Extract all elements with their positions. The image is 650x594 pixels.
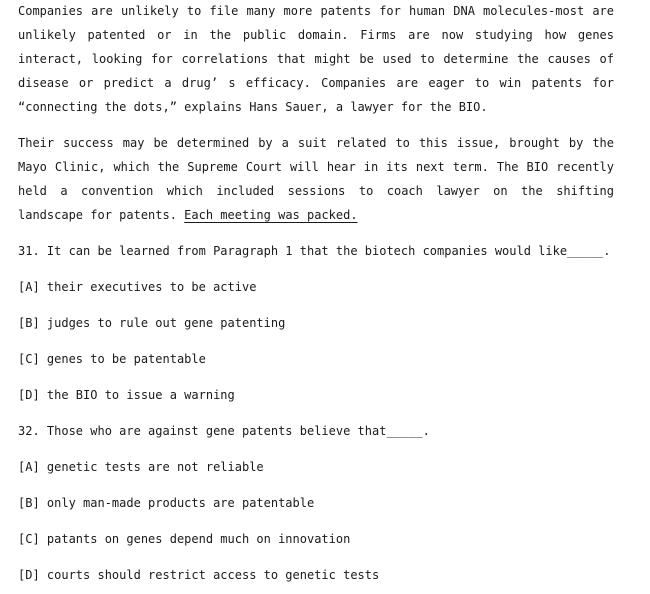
passage-paragraph-2 (18, 131, 614, 227)
question-32-option-d: [D] courts should restrict access to genetic tests (18, 568, 380, 582)
question-31-option-b: [B] judges to rule out gene patenting (18, 316, 286, 330)
question-31-option-c: [C] genes to be patentable (18, 352, 206, 366)
underlined-sentence: Each meeting was packed. (184, 208, 358, 222)
question-32-option-a: [A] genetic tests are not reliable (18, 460, 264, 474)
question-32-option-b: [B] only man-made products are patentable (18, 496, 315, 510)
question-31-option-d: [D] the BIO to issue a warning (18, 388, 235, 402)
question-31-option-a: [A] their executives to be active (18, 280, 257, 294)
passage-paragraph-1: Companies are unlikely to file many more patents for human DNA molecules-most are unlikely patented or in the public domain. Firms are now studying how genes interact, looking for correlations that might be used to determine the causes of disease or predict a drug’ s efficacy. Companies are eager to win patents for “connecting the dots,” explains Hans Sauer, a lawyer for the BIO. (18, 4, 614, 114)
question-32-option-c: [C] patants on genes depend much on innovation (18, 532, 351, 546)
passage-paragraph-2-text: Their success may be determined by a suit related to this issue, brought by the Mayo Clinic, which the Supreme Court will hear in its next term. The BIO recently held a convention which included sessions to coach lawyer on the shifting landscape for patents. (18, 136, 614, 222)
question-32-stem: 32. Those who are against gene patents believe that_____. (18, 424, 430, 438)
question-31-stem: 31. It can be learned from Paragraph 1 that the biotech companies would like_____. (18, 244, 611, 258)
